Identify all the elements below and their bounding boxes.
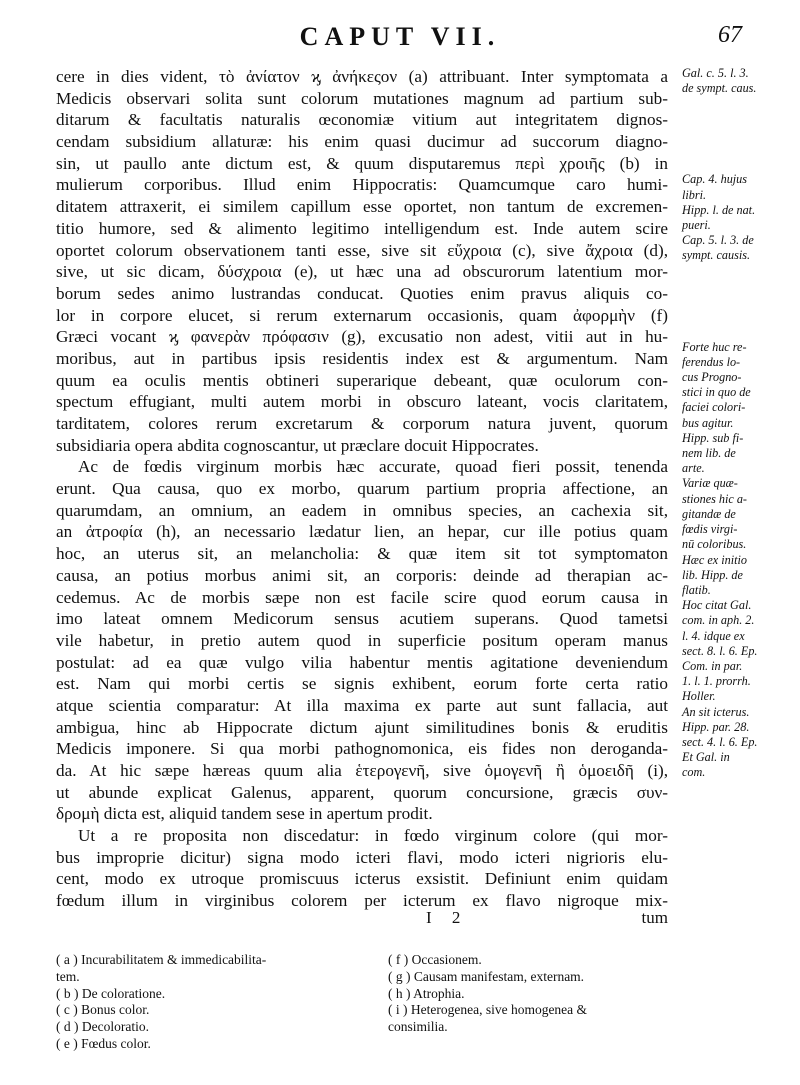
footnote-line: ( c ) Bonus color. bbox=[56, 1002, 150, 1018]
text-line: ut abunde explicat Galenus, apparent, quorum concursione, græcis συν- bbox=[56, 782, 668, 802]
text-line: fœdum illum in virginibus colorem per icterum ex flavo nigroque mix- bbox=[56, 891, 668, 911]
text-line: imo lateat omnem Medicorum sensus acutiem superans. Quod tametsi bbox=[56, 609, 668, 629]
footnote-line: consimilia. bbox=[388, 1019, 448, 1035]
text-line: atque scientia comparatur: At illa maxima ex parte aut sunt fallacia, aut bbox=[56, 695, 668, 715]
footnote-line: ( e ) Fœdus color. bbox=[56, 1035, 151, 1051]
signature-mark: I 2 bbox=[426, 908, 469, 927]
catchword: tum bbox=[641, 908, 668, 927]
margin-note-line: flatib. bbox=[682, 582, 711, 597]
margin-note-line: arte. bbox=[682, 461, 705, 476]
margin-note-line: pueri. bbox=[682, 218, 711, 233]
margin-note-line: Hoc citat Gal. bbox=[682, 598, 752, 613]
margin-note-line: Cap. 4. hujus bbox=[682, 172, 748, 187]
text-line: cedemus. Ac de morbis sæpe non est facile scire quod eorum causa in bbox=[56, 587, 668, 607]
margin-note-line: 1. l. 1. prorrh. bbox=[682, 674, 751, 689]
margin-note-line: Gal. c. 5. l. 3. bbox=[682, 66, 749, 80]
page-header bbox=[0, 22, 800, 58]
text-line: causa, an potius morbus animi sit, an corporis: deinde ad therapian ac- bbox=[56, 565, 668, 585]
text-line: lor in corpore elucet, si rerum externarum occasionis, quam ἀφορμὴν (f) bbox=[56, 305, 668, 325]
text-line: tarditatem, colores rerum excretarum & corporum natura juvent, quorum bbox=[56, 414, 668, 433]
margin-note-line: libri. bbox=[682, 187, 707, 202]
margin-note-line bbox=[682, 279, 796, 294]
footnote-line: ( a ) Incurabilitatem & immedicabilita- bbox=[56, 952, 267, 967]
margin-note-line: cus Progno- bbox=[682, 370, 742, 385]
margin-note-line: Com. in par. bbox=[682, 658, 743, 673]
margin-note-line: Cap. 5. l. 3. de bbox=[682, 233, 754, 248]
footnotes-right-column bbox=[388, 952, 736, 1036]
margin-note-line bbox=[682, 264, 796, 279]
margin-note-line: sympt. causis. bbox=[682, 248, 751, 263]
margin-note-line: Variæ quæ- bbox=[682, 476, 738, 491]
margin-note-line bbox=[682, 294, 796, 309]
footnote-line: ( b ) De coloratione. bbox=[56, 985, 166, 1001]
text-line: cendam subsidium allaturæ: his enim quasi ducimur ad succorum diagno- bbox=[56, 132, 668, 152]
text-line: subsidiaria opera abdita cognoscantur, ut præclare docuit Hippocrates. bbox=[56, 435, 539, 455]
text-line: quum ea oculis mentis obtineri superarique debeant, quæ oculorum con- bbox=[56, 370, 668, 390]
text-line: est. Nam qui morbi certis se signis exhibent, eorum forte certa ratio bbox=[56, 674, 668, 694]
margin-note-line: de sympt. caus. bbox=[682, 81, 757, 96]
text-line: mulierum corporibus. Illud enim Hippocratis: Quamcumque caro humi- bbox=[56, 175, 668, 195]
text-line: δρομὴ dicta est, aliquid tandem sese in apertum prodit. bbox=[56, 804, 433, 824]
text-line: titio humore, sed & alimento legitimo intelligendum est. Inde autem scire bbox=[56, 218, 668, 238]
text-line: Medicis observari solita sunt colorum mutationes magnum ad partium sub- bbox=[56, 88, 668, 108]
margin-note-line: An sit icterus. bbox=[682, 704, 750, 719]
margin-note-line: stiones hic a- bbox=[682, 491, 747, 506]
text-line: Ac de fœdis virginum morbis hæc accurate, quoad fieri possit, tenenda bbox=[78, 457, 668, 477]
footnote-line: ( d ) Decoloratio. bbox=[56, 1019, 149, 1035]
footnote-line: ( f ) Occasionem. bbox=[388, 952, 482, 967]
margin-note-line: faciei colori- bbox=[682, 400, 746, 415]
margin-note-line: stici in quo de bbox=[682, 385, 751, 400]
margin-note-line: l. 4. idque ex bbox=[682, 628, 745, 643]
footnotes-left-column bbox=[56, 952, 356, 1053]
text-line: spectum effugiant, multi autem morbi in obscuro lateant, vocis claritatem, bbox=[56, 392, 668, 412]
margin-note-line: Et Gal. in bbox=[682, 750, 730, 765]
margin-note-line: nū coloribus. bbox=[682, 537, 747, 552]
text-line: cere in dies vident, τὸ ἀνίατον ϗ ἀνήκεςον (a) attribuant. Inter symptomata a bbox=[56, 67, 668, 86]
margin-note-line bbox=[682, 142, 796, 157]
text-line: ambigua, hinc ab Hippocrate dictum ajunt similitudines bonis & eruditis bbox=[56, 717, 668, 737]
text-line: Græci vocant ϗ φανερὰν πρόφασιν (g), excusatio non adest, vitii aut in hu- bbox=[56, 327, 668, 347]
page-number: 67 bbox=[718, 22, 742, 48]
text-line: borum sedes animo lustrandas conducat. Quoties enim pravus aliquis co- bbox=[56, 283, 668, 303]
margin-note-line bbox=[682, 309, 796, 324]
margin-note-line bbox=[682, 96, 796, 111]
margin-note-line: sect. 4. l. 6. Ep. bbox=[682, 734, 758, 749]
text-line: sin, ut paullo ante dictum est, & quum disputaremus περὶ χροιῆς (b) in bbox=[56, 153, 668, 173]
text-line: hoc, an uterus sit, an melancholia: & quæ item sit tot symptomaton bbox=[56, 544, 668, 564]
margin-note-line: Hipp. par. 28. bbox=[682, 719, 750, 734]
text-line: cent, modo ex utroque promiscuus icterus exsistit. Definiunt enim quidam bbox=[56, 869, 668, 889]
margin-note-line bbox=[682, 157, 796, 172]
text-line: da. At hic sæpe hæreas quum alia ἑτερογενῆ, sive ὁμογενῆ ἢ ὁμοειδῆ (i), bbox=[56, 761, 668, 780]
margin-note-line: fœdis virgi- bbox=[682, 522, 738, 537]
text-line: oportet colorum observationem tanti esse, sive sit εὔχροια (c), sive ἄχροια (d), bbox=[56, 240, 668, 260]
text-line: vile habetur, in pretio autem quod in superficie positum operam manus bbox=[56, 630, 668, 650]
margin-note-line: Holler. bbox=[682, 689, 716, 704]
margin-note-line: Hipp. sub fi- bbox=[682, 430, 744, 445]
margin-note-line bbox=[682, 112, 796, 127]
footnote-line: ( i ) Heterogenea, sive homogenea & bbox=[388, 1002, 588, 1018]
margin-note-line bbox=[682, 324, 796, 339]
margin-note-line: gitandæ de bbox=[682, 506, 736, 521]
text-line: moribus, aut in partibus ipsis residentis index est & argumentum. Nam bbox=[56, 348, 668, 368]
text-line: sive, ut sic dicam, δύσχροια (e), ut hæc una ad obscurorum latentium mor- bbox=[56, 262, 668, 282]
footnote-line: tem. bbox=[56, 968, 80, 984]
text-line: bus improprie dicitur) signa modo icteri flavi, modo icteri nigrioris elu- bbox=[56, 847, 668, 867]
text-line: ditarum & facultatis naturalis œconomiæ vitium aut integritatem dignos- bbox=[56, 110, 668, 130]
margin-note-line: Hipp. l. de nat. bbox=[682, 202, 756, 217]
main-text-block bbox=[56, 66, 668, 912]
margin-note-line bbox=[682, 127, 796, 142]
text-line: ditatem attraxerit, ei similem capillum esse oportet, non tantum de excremen- bbox=[56, 197, 668, 217]
text-line: Medicis imponere. Si qua morbi pathognomonica, eis fides non deroganda- bbox=[56, 739, 668, 759]
margin-note-line: sect. 8. l. 6. Ep. bbox=[682, 643, 758, 658]
text-line: quarumdam, an omnium, an eadem in omnibus species, an cachexia sit, bbox=[56, 500, 668, 520]
footnote-line: ( g ) Causam manifestam, externam. bbox=[388, 968, 585, 984]
text-line: an ἀτροφία (h), an necessario lædatur lien, an hepar, cur ille potius quam bbox=[56, 522, 668, 542]
margin-note-line: lib. Hipp. de bbox=[682, 567, 743, 582]
margin-note-line: Hæc ex initio bbox=[682, 552, 747, 567]
text-line: Ut a re proposita non discedatur: in fœdo virginum colore (qui mor- bbox=[78, 826, 668, 846]
footnote-line: ( h ) Atrophia. bbox=[388, 985, 465, 1001]
text-line: erunt. Qua causa, quo ex morbo, quarum partium propria affectione, an bbox=[56, 479, 668, 499]
margin-note-line: nem lib. de bbox=[682, 446, 736, 461]
margin-note-line: com. in aph. 2. bbox=[682, 613, 755, 628]
catchline bbox=[56, 908, 668, 930]
chapter-title: CAPUT VII. bbox=[299, 22, 501, 51]
margin-note-line: Forte huc re- bbox=[682, 339, 747, 354]
margin-note-line: ferendus lo- bbox=[682, 354, 741, 369]
margin-notes bbox=[682, 66, 796, 781]
text-line: postulat: ad ea quæ vulgo vilia habentur mentis agitatione deveniendum bbox=[56, 652, 668, 672]
margin-note-line: bus agitur. bbox=[682, 415, 734, 430]
margin-note-line: com. bbox=[682, 765, 706, 780]
